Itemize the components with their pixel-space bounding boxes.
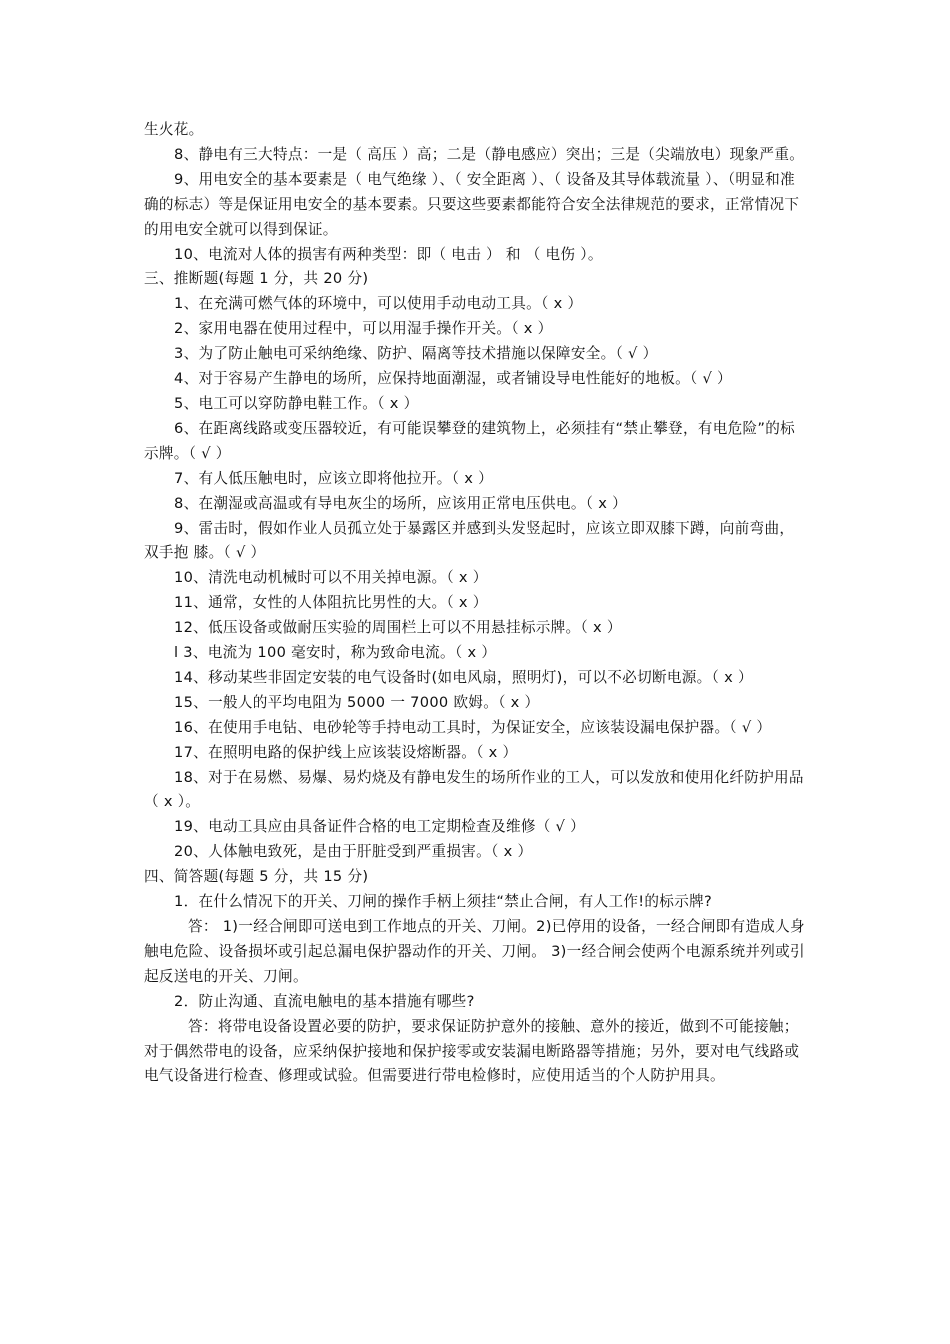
- paragraph-2: 8、静电有三大特点：一是（ 高压 ）高；二是（静电感应）突出；三是（尖端放电）现象严重。: [174, 145, 805, 163]
- question-3: 3、为了防止触电可采纳绝缘、防护、隔离等技术措施以保障安全。（ √ ）: [174, 345, 658, 363]
- question-11: 11、通常，女性的人体阻抗比男性的大。（ x ）: [174, 594, 488, 612]
- question-7: 7、有人低压触电时，应该立即将他拉开。（ x ）: [174, 469, 493, 487]
- paragraph-4: 10、电流对人体的损害有两种类型：即（ 电击 ） 和 （ 电伤 ）。: [174, 245, 603, 263]
- question-12: 12、低压设备或做耐压实验的周围栏上可以不用悬挂标示牌。（ x ）: [174, 619, 622, 637]
- question-14: 14、移动某些非固定安装的电气设备时(如电风扇，照明灯)，可以不必切断电源。（ x ）: [174, 668, 753, 686]
- question-16: 16、在使用手电钻、电砂轮等手持电动工具时，为保证安全，应该装设漏电保护器。（ √ ）: [174, 718, 772, 736]
- document-page: [144, 118, 808, 1089]
- paragraph-3: 9、用电安全的基本要素是（ 电气绝缘 ）、（ 安全距离 ）、（ 设备及其导体载流量 ）、（明显和准确的标志）等是保证用电安全的基本要素。只要这些要素都能符合安全法律规范的要求，正常情况下的用电安全就可以得到保证。: [144, 170, 800, 238]
- question-17: 17、在照明电路的保护线上应该装设熔断器。（ x ）: [174, 743, 518, 761]
- question-13: l 3、电流为 100 毫安时，称为致命电流。（ x ）: [174, 644, 497, 662]
- question-10: 10、清洗电动机械时可以不用关掉电源。（ x ）: [174, 569, 488, 587]
- question-6: 6、在距离线路或变压器较近，有可能误攀登的建筑物上，必须挂有“禁止攀登，有电危险”的标示牌。（ √ ）: [144, 419, 796, 462]
- question-19: 19、电动工具应由具备证件合格的电工定期检查及维修（ √ ）: [174, 818, 585, 836]
- question-15: 15、一般人的平均电阻为 5000 一 7000 欧姆。（ x ）: [174, 693, 540, 711]
- short-question-1: 1．在什么情况下的开关、刀闸的操作手柄上须挂“禁止合闸，有人工作!的标示牌?: [174, 893, 713, 911]
- question-1: 1、在充满可燃气体的环境中，可以使用手动电动工具。（ x ）: [174, 295, 583, 313]
- section-heading-judgment: 三、推断题(每题 1 分，共 20 分): [144, 270, 369, 288]
- question-9: 9、雷击时，假如作业人员孤立处于暴露区并感到头发竖起时，应该立即双膝下蹲，向前弯曲，双手抱 膝。（ √ ）: [144, 519, 795, 562]
- short-answer-1: 答： 1)一经合闸即可送电到工作地点的开关、刀闸。2)已停用的设备，一经合闸即有造成人身触电危险、设备损坏或引起总漏电保护器动作的开关、刀闸。 3)一经合闸会使两个电源系统并列或引起反送电的开关、刀闸。: [144, 918, 805, 985]
- question-4: 4、对于容易产生静电的场所，应保持地面潮湿，或者铺设导电性能好的地板。（ √ ）: [174, 370, 732, 388]
- question-8: 8、在潮湿或高温或有导电灰尘的场所，应该用正常电压供电。（ x ）: [174, 494, 628, 512]
- paragraph-1: 生火花。: [144, 121, 204, 138]
- question-18: 18、对于在易燃、易爆、易灼烧及有静电发生的场所作业的工人，可以发放和使用化纤防护用品（ x ）。: [144, 768, 804, 811]
- section-heading-short-answer: 四、简答题(每题 5 分，共 15 分): [144, 868, 369, 886]
- question-2: 2、家用电器在使用过程中，可以用湿手操作开关。（ x ）: [174, 320, 553, 338]
- short-question-2: 2．防止沟通、直流电触电的基本措施有哪些?: [174, 992, 475, 1010]
- question-5: 5、电工可以穿防静电鞋工作。（ x ）: [174, 394, 419, 412]
- short-answer-2: 答：将带电设备设置必要的防护，要求保证防护意外的接触、意外的接近，做到不可能接触；对于偶然带电的设备，应采纳保护接地和保护接零或安装漏电断路器等措施；另外，要对电气线路或电气设备进行检查、修理或试验。但需要进行带电检修时，应使用适当的个人防护用具。: [144, 1017, 800, 1085]
- question-20: 20、人体触电致死，是由于肝脏受到严重损害。（ x ）: [174, 843, 533, 861]
